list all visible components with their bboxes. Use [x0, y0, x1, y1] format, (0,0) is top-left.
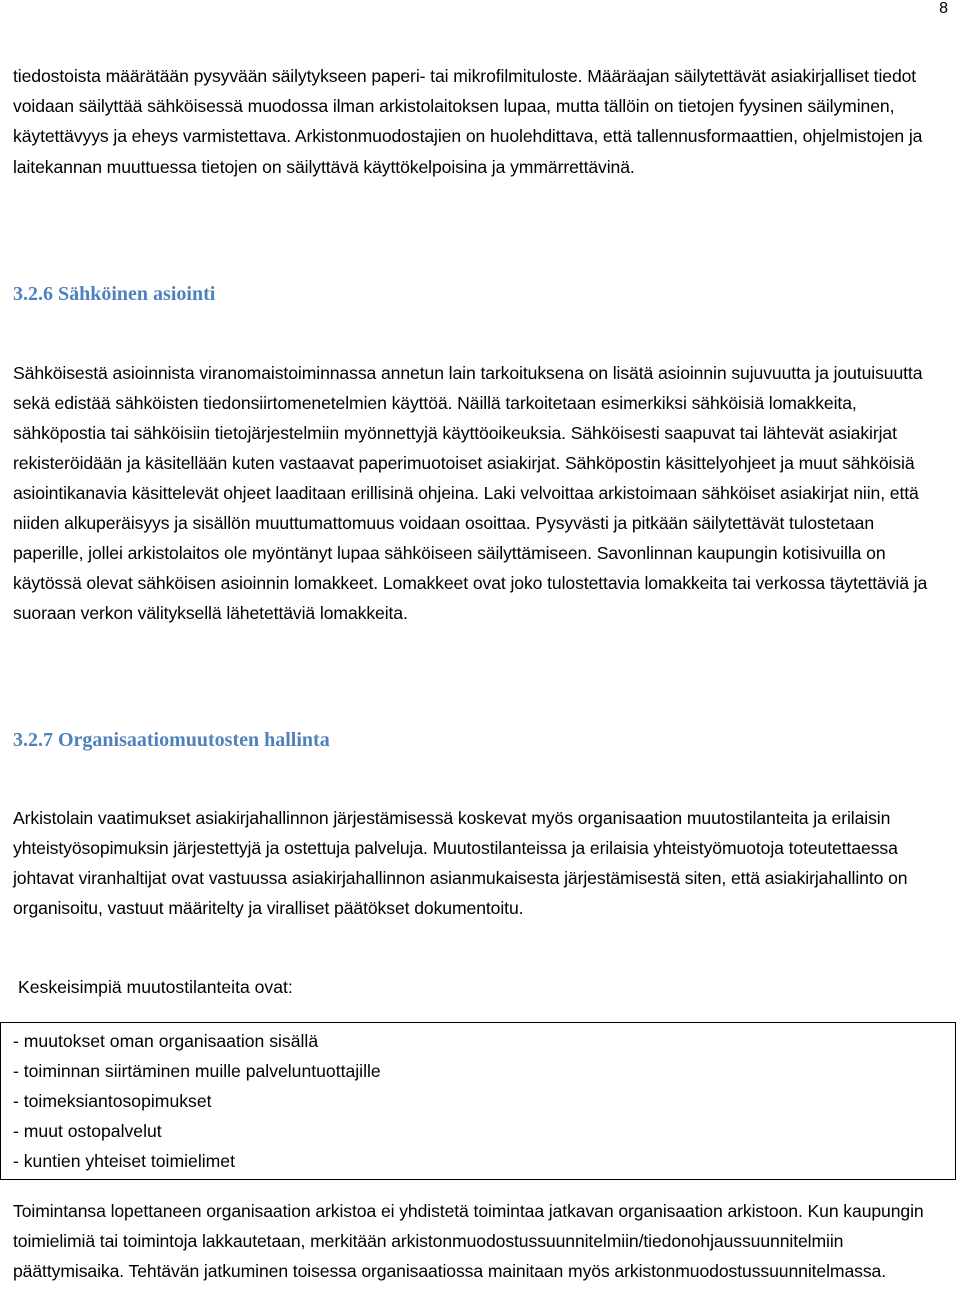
- list-item: - kuntien yhteiset toimielimet: [13, 1151, 235, 1171]
- paragraph-retention: tiedostoista määrätään pysyvään säilytykseen paperi- tai mikrofilmituloste. Määräajan säilytettävät asiakirjalliset tiedot voidaan säilyttää sähköisessä muodossa ilman arkistolaitoksen lupaa, mutta tällöin on tietojen fyysinen säilyminen, käytettävyys ja eheys varmistettava. Arkistonmuodostajien on huolehdittava, että tallennusformaattien, ohjelmistojen ja laitekannan muuttuessa tietojen on säilyttävä käyttökelpoisina ja ymmärrettävinä.: [13, 66, 923, 177]
- list-item: - muut ostopalvelut: [13, 1121, 162, 1141]
- change-situations-list: [13, 1026, 381, 1176]
- list-item: - toiminnan siirtäminen muille palveluntuottajille: [13, 1061, 381, 1081]
- paragraph-closing: Toimintansa lopettaneen organisaation arkistoa ei yhdistetä toimintaa jatkavan organisaation arkistoon. Kun kaupungin toimielimiä tai toimintoja lakkautetaan, merkitään arkistonmuodostussuunnitelmiin/tiedonohjaussuunnitelmiin päättymisaika. Tehtävän jatkuminen toisessa organisaatiossa mainitaan myös arkistonmuodostussuunnitelmassa.: [13, 1201, 924, 1281]
- section-title: Organisaatiomuutosten hallinta: [58, 729, 330, 751]
- section-number: 3.2.7: [13, 729, 53, 751]
- section-number: 3.2.6: [13, 283, 53, 305]
- section-title: Sähköinen asiointi: [58, 283, 216, 305]
- section-heading-organisation-changes: [13, 728, 330, 752]
- section-heading-electronic-services: [13, 282, 215, 306]
- paragraph-electronic-services: Sähköisestä asioinnista viranomaistoiminnassa annetun lain tarkoituksena on lisätä asioinnin sujuvuutta ja joutuisuutta sekä edistää sähköisten tiedonsiirtomenetelmien käyttöä. Näillä tarkoitetaan esimerkiksi sähköisiä lomakkeita, sähköpostia tai sähköisiin tietojärjestelmiin myönnettyjä käyttöoikeuksia. Sähköisesti saapuvat tai lähtevät asiakirjat rekisteröidään ja käsitellään kuten vastaavat paperimuotoiset asiakirjat. Sähköpostin käsittelyohjeet ja muut sähköisiä asiointikanavia käsittelevät ohjeet laaditaan erillisinä ohjeina. Laki velvoittaa arkistoimaan sähköiset asiakirjat niin, että niiden alkuperäisyys ja sisällön muuttumattomuus voidaan osoittaa. Pysyvästi ja pitkään säilytettävät tulostetaan paperille, jollei arkistolaitos ole myöntänyt lupaa sähköiseen säilyttämiseen. Savonlinnan kaupungin kotisivuilla on käytössä olevat sähköisen asioinnin lomakkeet. Lomakkeet ovat joko tulostettavia lomakkeita tai verkossa täytettäviä ja suoraan verkon välityksellä lähetettäviä lomakkeita.: [13, 363, 928, 623]
- list-item: - muutokset oman organisaation sisällä: [13, 1031, 319, 1051]
- paragraph-organisation-changes: Arkistolain vaatimukset asiakirjahallinnon järjestämisessä koskevat myös organisaation muutostilanteita ja erilaisin yhteistyösopimuksin järjestettyjä ja ostettuja palveluja. Muutostilanteissa ja erilaisia yhteistyömuotoja toteutettaessa johtavat viranhaltijat ovat vastuussa asiakirjahallinnon asianmukaisesta järjestämisestä siten, että asiakirjahallinto on organisoitu, vastuut määritelty ja viralliset päätökset dokumentoitu.: [13, 808, 908, 918]
- list-intro: Keskeisimpiä muutostilanteita ovat:: [18, 977, 293, 997]
- change-situations-box: [0, 1022, 956, 1180]
- page-number: 8: [939, 0, 948, 17]
- list-item: - toimeksiantosopimukset: [13, 1091, 212, 1111]
